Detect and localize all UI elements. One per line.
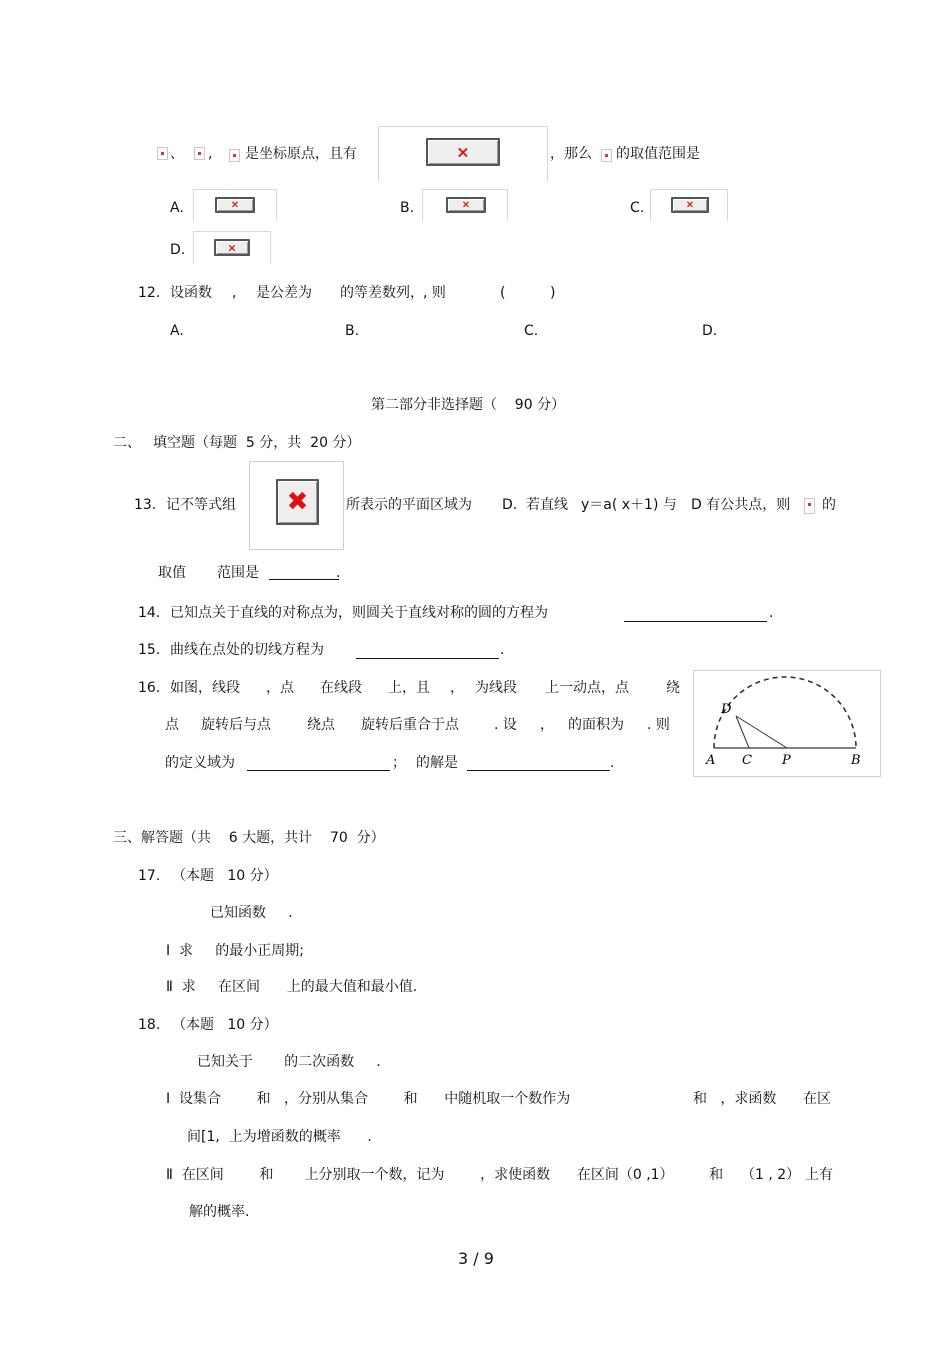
option-d-label: D. — [702, 323, 718, 339]
q16-text: . 则 — [647, 717, 670, 733]
q18-given: 已知关于 的二次函数 . — [197, 1054, 381, 1070]
option-b-image — [422, 189, 508, 221]
label-a: A — [706, 753, 716, 768]
q16-text: ， — [540, 717, 554, 733]
q14-text: 已知点关于直线的对称点为，则圆关于直线对称的圆的方程为 — [170, 605, 548, 621]
q18-item-1: Ⅰ 设集合 和 ，分别从集合 和 中随机取一个数作为 — [166, 1091, 571, 1107]
formula-image-placeholder — [804, 498, 815, 514]
option-c-label: C. — [630, 200, 645, 216]
label-p: P — [782, 753, 791, 768]
broken-image-icon: ⨯ — [671, 197, 709, 213]
option-a-label: A. — [170, 323, 184, 339]
answer-blank — [467, 770, 610, 771]
formula-image-placeholder — [229, 149, 240, 162]
segment-dp — [736, 716, 787, 748]
formula-image-placeholder — [601, 149, 612, 162]
q16-text: ，点 — [266, 680, 294, 696]
q17-item-2: Ⅱ 求 在区间 上的最大值和最小值. — [166, 979, 418, 995]
option-a-label: A. — [170, 200, 184, 216]
answer-blank — [247, 770, 390, 771]
q16-text: 点 — [165, 717, 179, 733]
option-c-label: C. — [524, 323, 539, 339]
q13-text: 取值 — [158, 565, 186, 581]
q16-text: ， — [450, 680, 464, 696]
answer-blank — [624, 621, 767, 622]
q12-text: 的等差数列， — [340, 285, 424, 301]
separator: 、 — [170, 146, 184, 162]
q17-given: 已知函数 . — [210, 905, 293, 921]
answer-blank — [269, 579, 339, 580]
q13-text: D 有公共点，则 — [691, 497, 791, 513]
q12-answer-paren: ( ) — [500, 285, 556, 301]
q12-number: 12. — [138, 285, 161, 301]
q13-text: 记不等式组 — [166, 497, 236, 513]
formula-image-placeholder — [194, 147, 205, 160]
section-three-title: 三、解答题（共 6 大题，共计 70 分） — [113, 830, 385, 846]
option-d-image — [193, 231, 271, 263]
q18-item-2: 上有 — [805, 1167, 833, 1183]
q11-text-origin: 是坐标原点，且有 — [245, 146, 357, 162]
q11-text-range: 的取值范围是 — [616, 146, 700, 162]
q16-end: . — [610, 755, 615, 771]
page-number: 3 / 9 — [458, 1249, 494, 1268]
q16-text: 绕点 — [307, 717, 335, 733]
q16-text: ； — [392, 755, 406, 771]
q16-text: 的定义域为 — [165, 755, 235, 771]
section-two-title: 填空题（每题 5 分，共 20 分） — [153, 435, 361, 451]
q18-score: （本题 10 分） — [172, 1017, 278, 1033]
label-c: C — [742, 753, 752, 768]
q17-number: 17. — [138, 868, 161, 884]
separator: , — [208, 146, 213, 162]
q13-text: 所表示的平面区域为 — [346, 497, 472, 513]
q13-end: . — [336, 565, 341, 581]
semicircle-diagram — [693, 670, 881, 777]
label-d: D — [721, 702, 732, 717]
broken-image-icon: ⨯ — [446, 197, 486, 213]
q12-text: 设函数 — [170, 285, 212, 301]
q11-text-then: ，那么 — [550, 146, 592, 162]
semicircle-figure — [694, 671, 880, 776]
option-c-image — [650, 189, 728, 221]
q13-text: 若直线 — [526, 497, 568, 513]
q16-text: 绕 — [666, 680, 680, 696]
segment-dc — [736, 716, 749, 748]
q16-text: 如图，线段 — [170, 680, 240, 696]
section-two-label: 二、 — [113, 435, 141, 451]
q18-item-1: 间[1, 上为增函数的概率 . — [187, 1129, 372, 1145]
q18-item-2: 解的概率. — [189, 1204, 250, 1220]
broken-image-icon: ⨯ — [426, 138, 500, 166]
q16-text: 上，且 — [388, 680, 430, 696]
inequality-system-image — [249, 461, 344, 550]
dashed-semicircle — [714, 677, 856, 748]
q15-number: 15. — [138, 642, 161, 658]
q17-score: （本题 10 分） — [172, 868, 278, 884]
q15-text: 曲线在点处的切线方程为 — [170, 642, 324, 658]
q16-text: 为线段 — [475, 680, 517, 696]
q18-item-1: 和 ，求函数 在区 — [693, 1091, 832, 1107]
q14-end: . — [769, 605, 774, 621]
answer-blank — [356, 658, 499, 659]
q13-text: 的 — [822, 497, 836, 513]
option-b-label: B. — [400, 200, 415, 216]
q16-text: 旋转后重合于点 — [361, 717, 459, 733]
q12-text: , — [232, 285, 237, 301]
option-b-label: B. — [345, 323, 360, 339]
option-d-label: D. — [170, 242, 186, 258]
q13-text: 范围是 — [217, 565, 259, 581]
q13-number: 13. — [134, 497, 157, 513]
q13-text: D. — [502, 497, 518, 513]
q16-number: 16. — [138, 680, 161, 696]
label-b: B — [851, 753, 861, 768]
broken-image-icon: ✖ — [276, 479, 319, 525]
q18-number: 18. — [138, 1017, 161, 1033]
q17-item-1: Ⅰ 求 的最小正周期; — [166, 943, 304, 959]
q16-text: 的面积为 — [568, 717, 624, 733]
q16-text: . 设 — [494, 717, 517, 733]
q12-text: 是公差为 — [256, 285, 312, 301]
q16-text: 在线段 — [320, 680, 362, 696]
q16-text: 旋转后与点 — [201, 717, 271, 733]
q16-text: 上一动点，点 — [545, 680, 629, 696]
q16-text: 的解是 — [416, 755, 458, 771]
q13-text: y＝a( x＋1) 与 — [581, 497, 677, 513]
q14-number: 14. — [138, 605, 161, 621]
formula-image-large — [378, 126, 548, 182]
broken-image-icon: ⨯ — [214, 239, 250, 256]
formula-image-placeholder — [157, 147, 168, 160]
option-a-image — [193, 189, 277, 221]
part-two-title: 第二部分非选择题（ 90 分） — [371, 397, 566, 413]
q15-end: . — [500, 642, 505, 658]
q12-text: , 则 — [423, 285, 446, 301]
q18-item-2: Ⅱ 在区间 和 上分别取一个数，记为 ，求使函数 在区间（0 ,1） 和 （1 , 2） — [166, 1167, 801, 1183]
broken-image-icon: ⨯ — [215, 197, 255, 213]
